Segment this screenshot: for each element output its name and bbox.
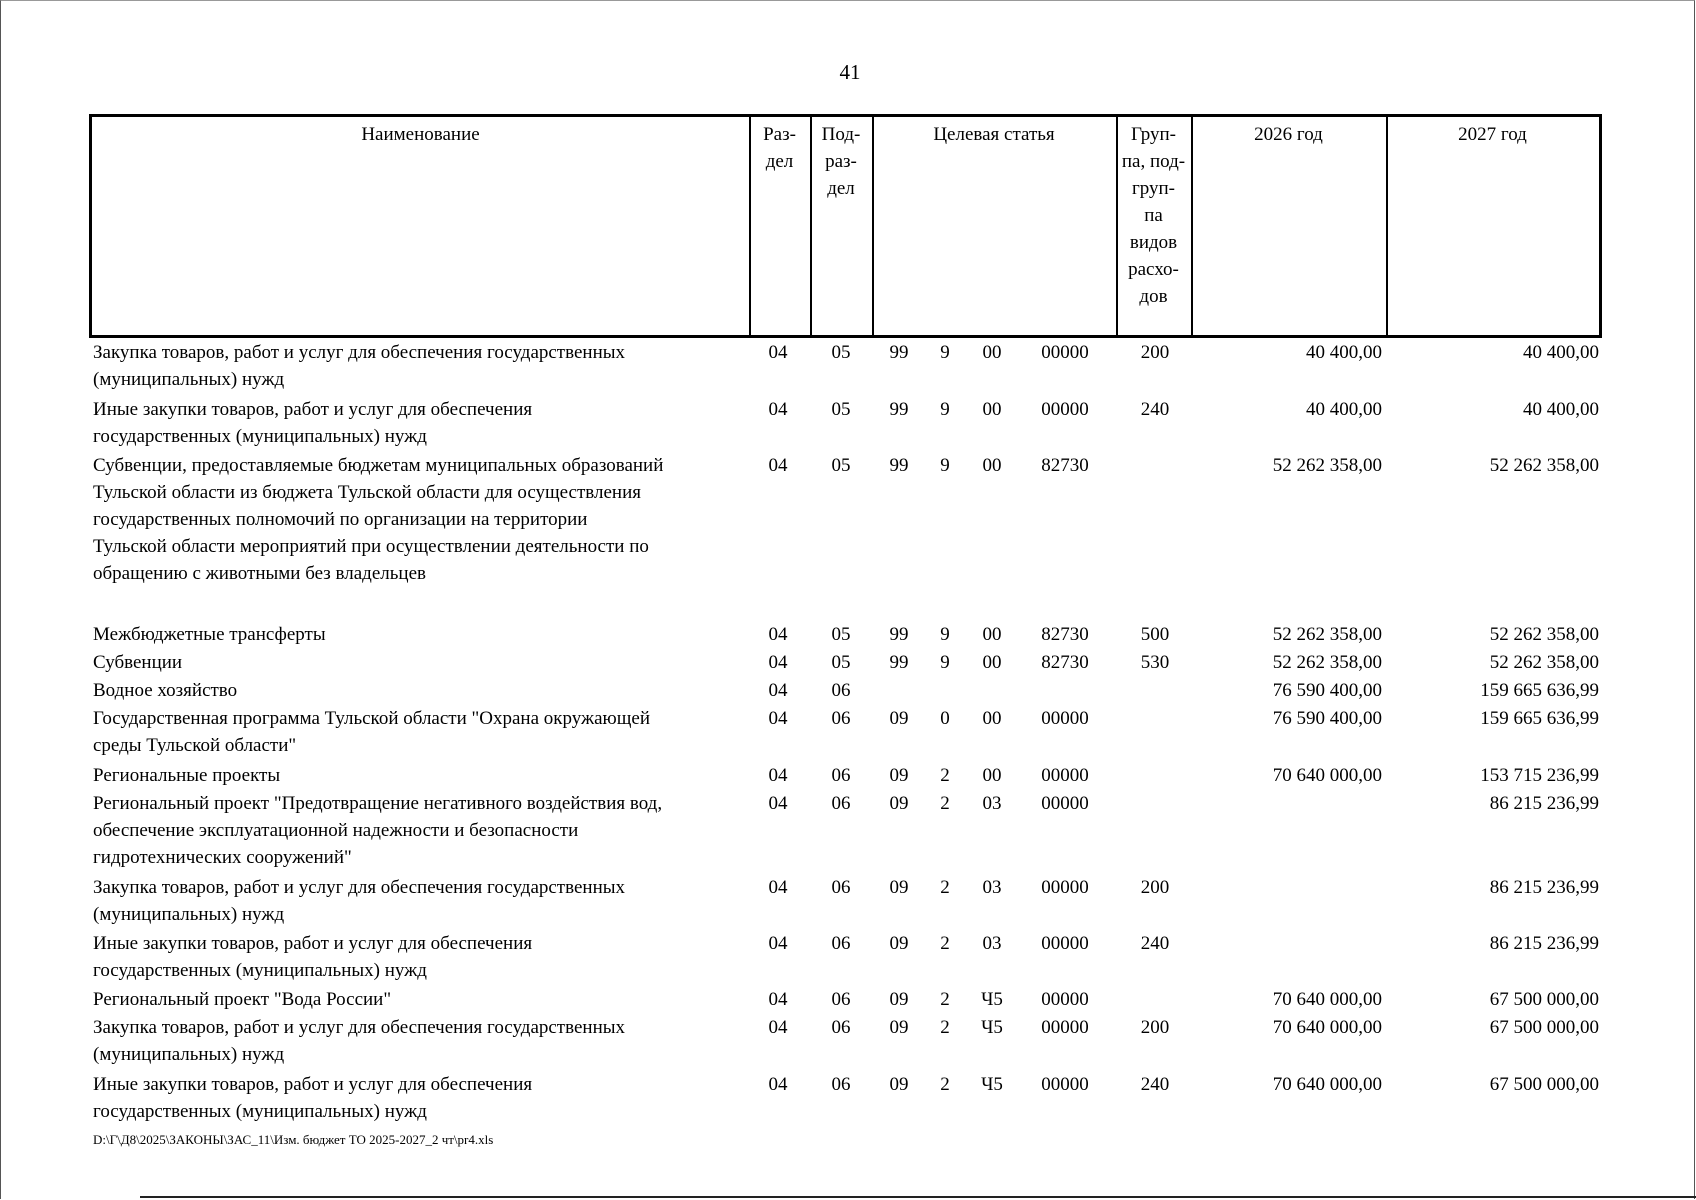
row-podrazdel: 06 <box>831 1074 851 1095</box>
row-name: Региональный проект "Вода России" <box>93 989 392 1010</box>
row-razdel: 04 <box>768 455 788 476</box>
row-razdel: 04 <box>768 933 788 954</box>
row-target-event: Ч5 <box>981 989 1003 1010</box>
row-target-direction: 82730 <box>1041 624 1089 645</box>
row-amount-2027: 159 665 636,99 <box>1480 680 1599 701</box>
row-name: Иные закупки товаров, работ и услуг для обеспечения государственных (муниципальных) нужд <box>93 399 533 447</box>
row-target-program: 09 <box>889 708 909 729</box>
row-podrazdel: 06 <box>831 1017 851 1038</box>
row-target-subprogram: 2 <box>940 989 950 1010</box>
row-amount-2026: 52 262 358,00 <box>1272 455 1382 476</box>
row-amount-2027: 67 500 000,00 <box>1489 1017 1599 1038</box>
row-name: Иные закупки товаров, работ и услуг для обеспечения государственных (муниципальных) нужд <box>93 1074 533 1122</box>
row-expense-group: 240 <box>1140 399 1170 420</box>
bottom-rule <box>140 1196 1696 1198</box>
row-razdel: 04 <box>768 652 788 673</box>
row-target-program: 09 <box>889 1074 909 1095</box>
row-amount-2027: 52 262 358,00 <box>1489 455 1599 476</box>
row-podrazdel: 06 <box>831 877 851 898</box>
row-target-event: 00 <box>982 708 1002 729</box>
row-podrazdel: 06 <box>831 765 851 786</box>
row-target-subprogram: 2 <box>940 765 950 786</box>
row-amount-2026: 70 640 000,00 <box>1272 1074 1382 1095</box>
row-target-subprogram: 9 <box>940 624 950 645</box>
row-amount-2027: 67 500 000,00 <box>1489 1074 1599 1095</box>
row-amount-2026: 52 262 358,00 <box>1272 624 1382 645</box>
row-target-event: 03 <box>982 933 1002 954</box>
row-target-subprogram: 9 <box>940 455 950 476</box>
row-razdel: 04 <box>768 1074 788 1095</box>
row-target-program: 09 <box>889 765 909 786</box>
row-target-program: 99 <box>889 455 909 476</box>
header-razdel: Раз- дел <box>763 124 796 172</box>
row-target-direction: 82730 <box>1041 652 1089 673</box>
table-header <box>89 114 1602 338</box>
row-target-direction: 00000 <box>1041 399 1089 420</box>
row-target-event: Ч5 <box>981 1074 1003 1095</box>
row-razdel: 04 <box>768 680 788 701</box>
row-podrazdel: 06 <box>831 793 851 814</box>
row-target-subprogram: 2 <box>940 877 950 898</box>
row-amount-2027: 86 215 236,99 <box>1489 793 1599 814</box>
row-podrazdel: 05 <box>831 652 851 673</box>
row-target-subprogram: 2 <box>940 1074 950 1095</box>
row-podrazdel: 06 <box>831 933 851 954</box>
row-target-subprogram: 9 <box>940 652 950 673</box>
row-amount-2026: 76 590 400,00 <box>1272 680 1382 701</box>
row-target-direction: 00000 <box>1041 342 1089 363</box>
row-razdel: 04 <box>768 624 788 645</box>
row-amount-2027: 52 262 358,00 <box>1489 652 1599 673</box>
row-target-program: 09 <box>889 793 909 814</box>
header-divider <box>1191 117 1193 335</box>
row-podrazdel: 06 <box>831 680 851 701</box>
row-amount-2027: 86 215 236,99 <box>1489 933 1599 954</box>
header-divider <box>872 117 874 335</box>
row-expense-group: 240 <box>1140 933 1170 954</box>
row-target-event: 00 <box>982 455 1002 476</box>
row-expense-group: 500 <box>1140 624 1170 645</box>
row-target-direction: 00000 <box>1041 933 1089 954</box>
row-target-subprogram: 2 <box>940 933 950 954</box>
row-razdel: 04 <box>768 399 788 420</box>
row-name: Межбюджетные трансферты <box>93 624 326 645</box>
row-razdel: 04 <box>768 793 788 814</box>
row-name: Закупка товаров, работ и услуг для обеспечения государственных (муниципальных) нужд <box>93 342 626 390</box>
row-podrazdel: 06 <box>831 708 851 729</box>
row-target-subprogram: 9 <box>940 399 950 420</box>
row-target-program: 09 <box>889 877 909 898</box>
row-target-direction: 00000 <box>1041 1074 1089 1095</box>
row-amount-2026: 70 640 000,00 <box>1272 765 1382 786</box>
row-target-program: 99 <box>889 399 909 420</box>
row-target-event: Ч5 <box>981 1017 1003 1038</box>
row-razdel: 04 <box>768 342 788 363</box>
header-expense-group: Груп- па, под- груп- па видов расхо- дов <box>1121 124 1186 307</box>
row-target-event: 00 <box>982 342 1002 363</box>
row-target-event: 03 <box>982 877 1002 898</box>
row-amount-2027: 40 400,00 <box>1523 399 1599 420</box>
row-name: Субвенции <box>93 652 183 673</box>
row-target-program: 99 <box>889 624 909 645</box>
row-target-direction: 00000 <box>1041 877 1089 898</box>
row-name: Закупка товаров, работ и услуг для обеспечения государственных (муниципальных) нужд <box>93 877 626 925</box>
row-amount-2026: 40 400,00 <box>1306 399 1382 420</box>
header-podrazdel: Под- раз- дел <box>821 124 861 199</box>
row-target-subprogram: 0 <box>940 708 950 729</box>
row-target-direction: 00000 <box>1041 765 1089 786</box>
row-amount-2026: 76 590 400,00 <box>1272 708 1382 729</box>
row-amount-2026: 70 640 000,00 <box>1272 1017 1382 1038</box>
row-target-program: 99 <box>889 652 909 673</box>
row-expense-group: 200 <box>1140 342 1170 363</box>
row-razdel: 04 <box>768 708 788 729</box>
row-name: Водное хозяйство <box>93 680 238 701</box>
row-podrazdel: 05 <box>831 342 851 363</box>
row-name: Иные закупки товаров, работ и услуг для обеспечения государственных (муниципальных) нужд <box>93 933 533 981</box>
row-name: Субвенции, предоставляемые бюджетам муниципальных образований Тульской области из бюджета Тульской области для осуществления государственных полномочий по организации на территории Тульской области мероприятий при осуществлении деятельности по обращению с животными без владельцев <box>93 455 664 584</box>
row-expense-group: 240 <box>1140 1074 1170 1095</box>
row-target-event: 03 <box>982 793 1002 814</box>
row-target-subprogram: 2 <box>940 793 950 814</box>
row-name: Региональные проекты <box>93 765 281 786</box>
header-year-2026: 2026 год <box>1254 124 1323 145</box>
row-target-program: 09 <box>889 1017 909 1038</box>
row-amount-2027: 153 715 236,99 <box>1480 765 1599 786</box>
row-amount-2027: 86 215 236,99 <box>1489 877 1599 898</box>
row-target-direction: 00000 <box>1041 989 1089 1010</box>
row-podrazdel: 06 <box>831 989 851 1010</box>
row-target-program: 09 <box>889 933 909 954</box>
row-name: Региональный проект "Предотвращение негативного воздействия вод, обеспечение эксплуатационной надежности и безопасности гидротехнических сооружений" <box>93 793 663 868</box>
row-amount-2026: 70 640 000,00 <box>1272 989 1382 1010</box>
row-target-event: 00 <box>982 624 1002 645</box>
row-razdel: 04 <box>768 877 788 898</box>
header-target-article: Целевая статья <box>933 124 1055 145</box>
row-expense-group: 530 <box>1140 652 1170 673</box>
row-target-subprogram: 2 <box>940 1017 950 1038</box>
row-target-event: 00 <box>982 652 1002 673</box>
row-expense-group: 200 <box>1140 877 1170 898</box>
row-name: Государственная программа Тульской области "Охрана окружающей среды Тульской области" <box>93 708 650 756</box>
row-target-subprogram: 9 <box>940 342 950 363</box>
row-podrazdel: 05 <box>831 399 851 420</box>
footer-file-path: D:\Г\Д8\2025\ЗАКОНЫ\ЗАС_11\Изм. бюджет ТО 2025-2027_2 чт\pr4.xls <box>93 1132 494 1147</box>
row-target-program: 99 <box>889 342 909 363</box>
row-expense-group: 200 <box>1140 1017 1170 1038</box>
row-target-direction: 00000 <box>1041 708 1089 729</box>
row-razdel: 04 <box>768 765 788 786</box>
row-podrazdel: 05 <box>831 624 851 645</box>
row-target-direction: 00000 <box>1041 793 1089 814</box>
row-target-direction: 82730 <box>1041 455 1089 476</box>
row-razdel: 04 <box>768 1017 788 1038</box>
row-podrazdel: 05 <box>831 455 851 476</box>
row-target-event: 00 <box>982 765 1002 786</box>
row-target-direction: 00000 <box>1041 1017 1089 1038</box>
header-year-2027: 2027 год <box>1458 124 1527 145</box>
page-number: 41 <box>839 60 861 84</box>
row-amount-2026: 52 262 358,00 <box>1272 652 1382 673</box>
row-amount-2026: 40 400,00 <box>1306 342 1382 363</box>
row-amount-2027: 52 262 358,00 <box>1489 624 1599 645</box>
row-amount-2027: 159 665 636,99 <box>1480 708 1599 729</box>
header-divider <box>1386 117 1388 335</box>
row-amount-2027: 67 500 000,00 <box>1489 989 1599 1010</box>
row-razdel: 04 <box>768 989 788 1010</box>
row-target-program: 09 <box>889 989 909 1010</box>
row-target-event: 00 <box>982 399 1002 420</box>
row-name: Закупка товаров, работ и услуг для обеспечения государственных (муниципальных) нужд <box>93 1017 626 1065</box>
header-name: Наименование <box>361 124 480 145</box>
row-amount-2027: 40 400,00 <box>1523 342 1599 363</box>
